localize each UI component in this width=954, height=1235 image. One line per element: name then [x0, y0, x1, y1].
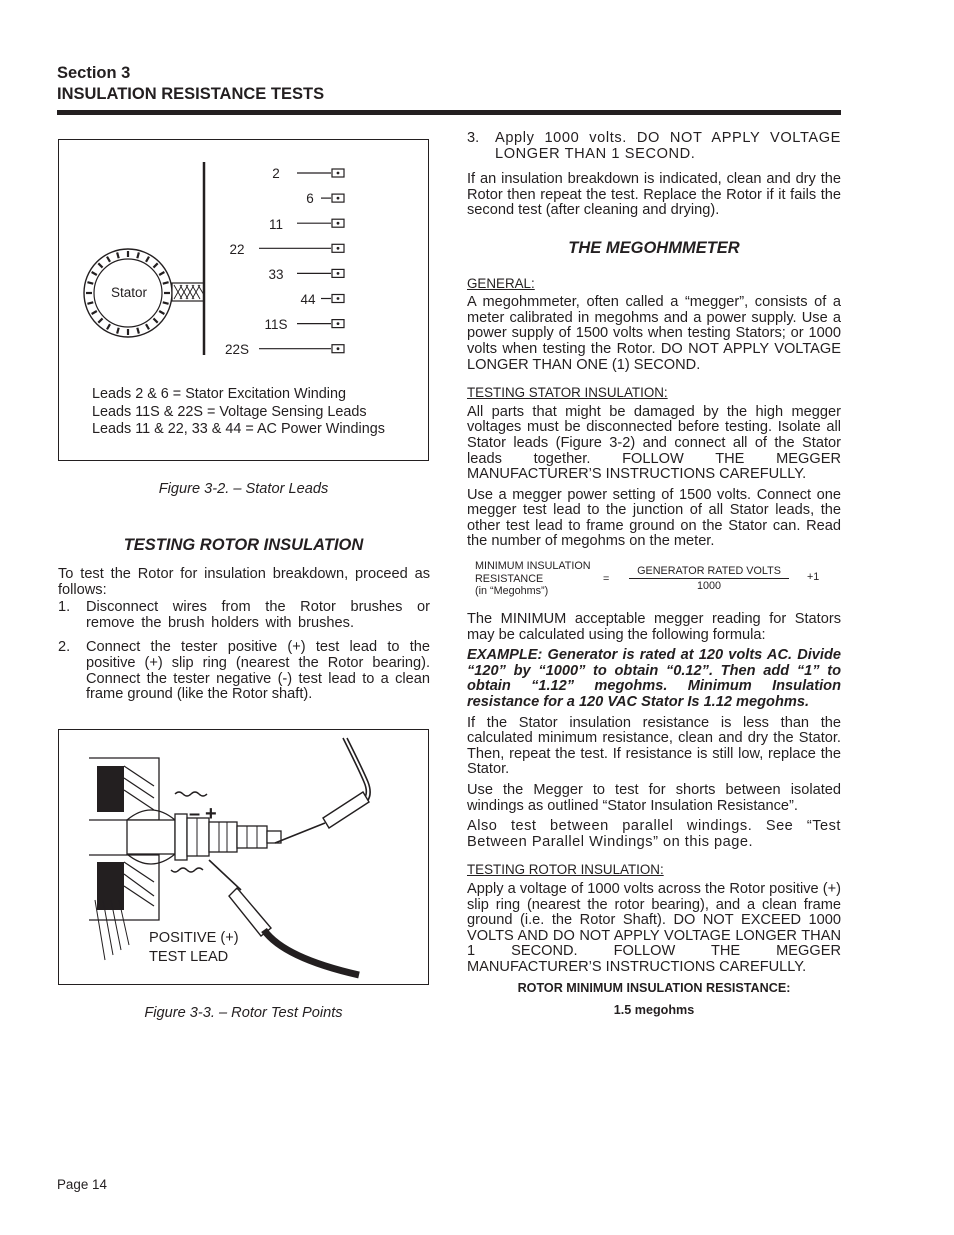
lead-label-2: 2 — [272, 166, 280, 181]
rotor-insulation-paragraph: Apply a voltage of 1000 volts across the Rotor positive (+) slip ring (nearest the rotor bearing), and a clean frame ground (i.e. the Rotor Shaft). DO NOT EXCEED 1000 VOLTS AND DO NOT APPLY VOLTAGE LONGER THAN 1 SECOND. FOLLOW THE MEGGER MANUFACTURER’S INSTRUCTIONS CAREFULLY. — [467, 880, 841, 975]
header-rule — [57, 110, 841, 115]
list-item — [58, 600, 430, 631]
formula-fraction-bar — [629, 578, 789, 579]
figure-stator-leads — [58, 139, 429, 461]
stator-slot — [163, 302, 169, 304]
stator-slot — [159, 272, 164, 275]
stator-label: Stator — [110, 285, 148, 300]
label-line: TEST LEAD — [149, 949, 229, 965]
slip-ring-assembly — [127, 810, 281, 864]
label-line: POSITIVE (+) — [149, 930, 239, 946]
step-number: 3. — [467, 130, 480, 146]
rotor-insulation-subheading: TESTING ROTOR INSULATION: — [467, 862, 664, 878]
positive-sign: + — [205, 803, 217, 825]
stator-slot — [146, 257, 149, 262]
stator-slot — [163, 282, 169, 284]
lead-bundle — [172, 283, 204, 301]
breakdown-paragraph: If an insulation breakdown is indicated, clean and dry the Rotor then repeat the test. Replace the Rotor if it fails the second test (after cleaning and drying). — [467, 171, 841, 219]
stator-slot — [107, 324, 110, 329]
minimum-paragraph: The MINIMUM acceptable megger reading for Stators may be calculated using the following formula: — [467, 611, 841, 643]
step-text: Apply 1000 volts. DO NOT APPLY VOLTAGE LONGER THAN 1 SECOND. — [495, 130, 841, 162]
formula-left — [475, 560, 591, 598]
stator-slot — [153, 318, 157, 322]
example-paragraph: EXAMPLE: Generator is rated at 120 volts AC. Divide “120” by “1000” to obtain “0.12”. Then add “1” to obtain “1.12” megohms. Minimum Insulation resistance for a 120 VAC Stator Is 1.12 megohms. — [467, 647, 841, 711]
stator-slot — [87, 282, 93, 284]
rotor-insulation-heading: TESTING ROTOR INSULATION — [123, 536, 364, 554]
lead-label-6: 6 — [306, 191, 314, 206]
legend-line: Leads 11S & 22S = Voltage Sensing Leads — [92, 403, 367, 420]
step-text: Connect the tester positive (+) test lead to the positive (+) slip ring (nearest the Rotor bearing). Connect the tester negative (-) test lead to a clean frame ground (like the Rotor shaft). — [86, 639, 430, 703]
stator-slot — [92, 311, 97, 314]
lead-label-33: 33 — [268, 267, 284, 282]
stator-slot — [107, 257, 110, 262]
formula-left-line: MINIMUM INSULATION — [475, 560, 591, 573]
stator-slot — [137, 328, 139, 334]
lead-label-22s: 22S — [224, 342, 250, 357]
rotor-intro: To test the Rotor for insulation breakdown, proceed as follows: — [58, 566, 430, 598]
section-number: Section 3 — [57, 64, 131, 82]
formula-left-line: RESISTANCE — [475, 572, 544, 585]
rotor-test-diagram — [59, 730, 427, 983]
formula-numerator: GENERATOR RATED VOLTS — [637, 565, 781, 578]
positive-lead-label — [149, 929, 239, 967]
figure-3-2-caption: Figure 3-2. – Stator Leads — [158, 481, 329, 497]
stator-slot — [117, 252, 119, 258]
shorts-paragraph: Use the Megger to test for shorts between isolated windings as outlined “Stator Insulation Resistance”. — [467, 782, 841, 814]
stator-slot — [98, 263, 102, 267]
stator-slot — [159, 311, 164, 314]
negative-sign: – — [189, 803, 201, 825]
step-text: Disconnect wires from the Rotor brushes or remove the brush holders with brushes. — [86, 599, 430, 631]
stator-slot — [146, 324, 149, 329]
lead-label-44: 44 — [300, 292, 316, 307]
rotor-minimum-value: 1.5 megohms — [613, 1003, 695, 1018]
stator-lead-legend — [92, 386, 385, 439]
low-resistance-paragraph: If the Stator insulation resistance is less than the calculated minimum resistance, clean and dry the Stator. Then, repeat the test. If resistance is still low, replace the Stator. — [467, 714, 841, 778]
formula-equals: = — [603, 573, 610, 586]
step-number: 1. — [58, 599, 71, 616]
rotor-minimum-heading: ROTOR MINIMUM INSULATION RESISTANCE: — [517, 980, 791, 995]
stator-slot — [98, 318, 102, 322]
general-paragraph: A megohmmeter, often called a “megger”, consists of a meter calibrated in megohms and a power supply. Use a power supply of 1500 volts when testing Stators; or 1000 volts when testing the Rotor. DO NOT APPLY VOLTAGE LONGER THAN ONE (1) SECOND. — [467, 294, 841, 373]
right-column — [467, 131, 841, 1019]
stator-slot — [137, 252, 139, 258]
figure-rotor-test-points — [58, 729, 429, 985]
list-item — [58, 640, 430, 702]
list-item — [467, 131, 841, 162]
legend-line: Leads 11 & 22, 33 & 44 = AC Power Windings — [92, 421, 385, 438]
stator-slot — [92, 272, 97, 275]
formula-plus-one: +1 — [807, 571, 820, 584]
general-heading: GENERAL: — [467, 275, 535, 291]
parallel-paragraph: Also test between parallel windings. See “Test Between Parallel Windings” on this page. — [467, 818, 841, 850]
stator-paragraph-1: All parts that might be damaged by the high megger voltages must be disconnected before testing. Isolate all Stator leads (Figure 3-2) and connect all of the Stator leads together. FOLLOW THE MEGGER MANUFACTURER’S INSTRUCTIONS CAREFULLY. — [467, 403, 841, 483]
negative-test-lead — [275, 738, 370, 843]
step-number: 2. — [58, 639, 71, 656]
megger-formula — [467, 560, 841, 602]
formula-denominator: 1000 — [696, 580, 722, 593]
lead-label-11: 11 — [268, 217, 284, 232]
stator-insulation-heading: TESTING STATOR INSULATION: — [467, 385, 668, 401]
stator-slot — [117, 328, 119, 334]
stator-slot — [153, 263, 157, 267]
lead-label-11s: 11S — [264, 317, 288, 332]
stator-slot — [87, 302, 93, 304]
stator-paragraph-2: Use a megger power setting of 1500 volts. Connect one megger test lead to the junction of all Stator leads, the other test lead to frame ground on the Stator can. Read the number of megohms on the meter. — [467, 486, 841, 550]
megohmmeter-heading: THE MEGOHMMETER — [568, 238, 740, 257]
figure-3-3-caption: Figure 3-3. – Rotor Test Points — [144, 1005, 343, 1021]
lead-label-22: 22 — [229, 242, 245, 257]
rotor-insulation-body — [58, 567, 430, 703]
formula-left-line: (in “Megohms”) — [475, 585, 549, 598]
section-title: INSULATION RESISTANCE TESTS — [57, 85, 325, 103]
legend-line: Leads 2 & 6 = Stator Excitation Winding — [92, 386, 346, 402]
page-number: Page 14 — [57, 1177, 107, 1192]
